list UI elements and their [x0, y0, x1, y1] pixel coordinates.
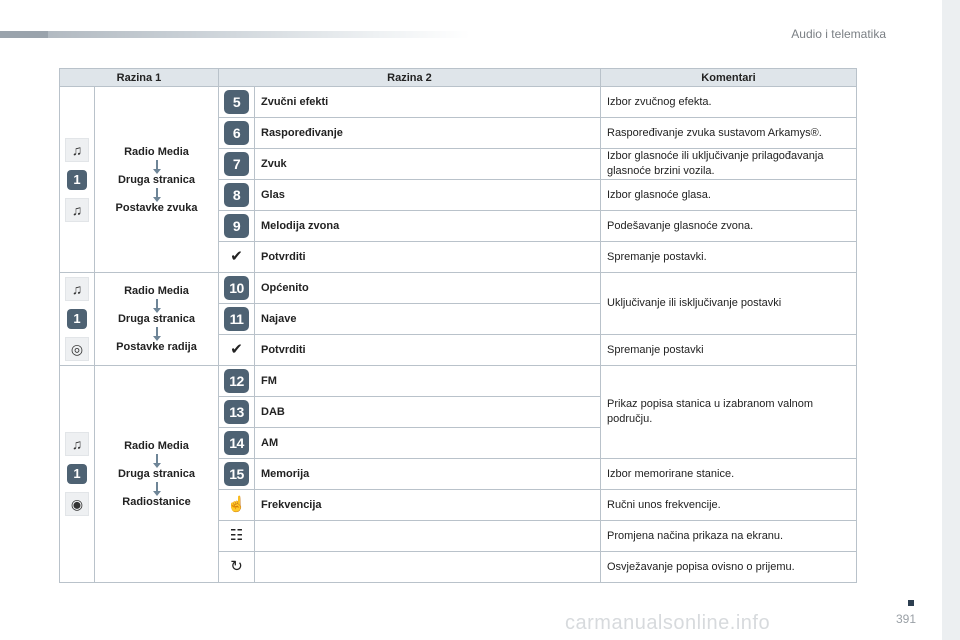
arrow-down-icon: [156, 299, 158, 309]
music-note-icon: ♫: [65, 277, 89, 301]
item-name: Zvučni efekti: [255, 87, 601, 118]
item-number: [219, 366, 255, 397]
item-number: [219, 118, 255, 149]
header-bar: [0, 31, 470, 38]
item-name: Općenito: [255, 273, 601, 304]
table-header-row: [60, 69, 857, 87]
item-name: FM: [255, 366, 601, 397]
path-step: Druga stranica: [117, 468, 196, 480]
item-number: [219, 273, 255, 304]
number-badge: 12: [224, 369, 249, 393]
item-comment: Spremanje postavki.: [601, 242, 857, 273]
path-step: Radio Media: [124, 440, 189, 452]
number-badge: 13: [224, 400, 249, 424]
item-comment: Podešavanje glasnoće zvona.: [601, 211, 857, 242]
item-number: [219, 552, 255, 583]
path-step: Postavke zvuka: [115, 201, 198, 214]
item-comment: Izbor zvučnog efekta.: [601, 87, 857, 118]
display-mode-icon: ☷: [229, 527, 244, 544]
number-badge: 8: [224, 183, 249, 207]
item-comment: Spremanje postavki: [601, 335, 857, 366]
item-number: [219, 521, 255, 552]
item-number: [219, 459, 255, 490]
number-badge: 15: [224, 462, 249, 486]
column-header-level-2: Razina 2: [219, 69, 601, 87]
arrow-down-icon: [156, 160, 158, 170]
item-comment: Promjena načina prikaza na ekranu.: [601, 521, 857, 552]
arrow-down-icon: [156, 188, 158, 198]
checkmark-icon: ✔: [230, 248, 243, 265]
settings-table: [59, 68, 857, 583]
item-name: Najave: [255, 304, 601, 335]
radio-station-icon: ◉: [65, 492, 89, 516]
item-name: [255, 521, 601, 552]
checkmark-icon: ✔: [230, 341, 243, 358]
item-name: Raspoređivanje: [255, 118, 601, 149]
refresh-icon: ↻: [230, 558, 243, 575]
item-name: Glas: [255, 180, 601, 211]
item-name: Frekvencija: [255, 490, 601, 521]
item-name: Zvuk: [255, 149, 601, 180]
finger-touch-icon: ☝: [227, 496, 246, 513]
item-number: [219, 242, 255, 273]
group-icons: [60, 366, 95, 583]
arrow-down-icon: [156, 482, 158, 492]
sound-settings-icon: ♫: [65, 198, 89, 222]
item-name: Potvrditi: [255, 242, 601, 273]
number-badge: 14: [224, 431, 249, 455]
menu-path: [95, 366, 219, 583]
item-comment: Prikaz popisa stanica u izabranom valnom području.: [601, 366, 857, 459]
page-marker: [908, 600, 914, 606]
path-step: Postavke radija: [116, 341, 197, 353]
radio-settings-icon: ◎: [65, 337, 89, 361]
item-name: Potvrditi: [255, 335, 601, 366]
item-comment: Raspoređivanje zvuka sustavom Arkamys®.: [601, 118, 857, 149]
item-comment: Ručni unos frekvencije.: [601, 490, 857, 521]
level-badge: 1: [67, 309, 87, 329]
column-header-comments: Komentari: [601, 69, 857, 87]
item-number: [219, 149, 255, 180]
path-step: Radio Media: [124, 285, 189, 297]
column-header-level-1: Razina 1: [60, 69, 219, 87]
item-number: [219, 211, 255, 242]
page-edge-strip: [942, 0, 960, 640]
number-badge: 10: [224, 276, 249, 300]
item-comment: Uključivanje ili isključivanje postavki: [601, 273, 857, 335]
path-step: Radiostanice: [122, 496, 191, 508]
menu-path: [95, 87, 219, 273]
music-note-icon: ♫: [65, 432, 89, 456]
group-icons: [60, 87, 95, 273]
path-step: Radio Media: [124, 145, 189, 158]
header-bar-accent: [0, 31, 48, 38]
path-step: Druga stranica: [117, 313, 196, 325]
item-number: [219, 490, 255, 521]
item-name: DAB: [255, 397, 601, 428]
item-number: [219, 397, 255, 428]
item-comment: Osvježavanje popisa ovisno o prijemu.: [601, 552, 857, 583]
item-number: [219, 304, 255, 335]
number-badge: 9: [224, 214, 249, 238]
number-badge: 11: [224, 307, 249, 331]
level-badge: 1: [67, 170, 87, 190]
arrow-down-icon: [156, 454, 158, 464]
item-name: AM: [255, 428, 601, 459]
arrow-down-icon: [156, 327, 158, 337]
item-number: [219, 87, 255, 118]
number-badge: 7: [224, 152, 249, 176]
level-badge: 1: [67, 464, 87, 484]
item-name: Melodija zvona: [255, 211, 601, 242]
item-comment: Izbor glasnoće glasa.: [601, 180, 857, 211]
item-name: Memorija: [255, 459, 601, 490]
item-number: [219, 180, 255, 211]
number-badge: 6: [224, 121, 249, 145]
number-badge: 5: [224, 90, 249, 114]
group-icons: [60, 273, 95, 366]
path-step: Druga stranica: [117, 173, 196, 186]
item-number: [219, 335, 255, 366]
page-number: 391: [895, 612, 916, 626]
page-section-title: Audio i telematika: [791, 27, 886, 41]
menu-path: [95, 273, 219, 366]
item-number: [219, 428, 255, 459]
watermark: carmanualsonline.info: [565, 612, 771, 634]
item-name: [255, 552, 601, 583]
music-note-icon: ♫: [65, 138, 89, 162]
table-row: [60, 366, 857, 397]
item-comment: Izbor glasnoće ili uključivanje prilagođavanja glasnoće brzini vozila.: [601, 149, 857, 180]
table-row: [60, 273, 857, 304]
item-comment: Izbor memorirane stanice.: [601, 459, 857, 490]
table-row: [60, 87, 857, 118]
